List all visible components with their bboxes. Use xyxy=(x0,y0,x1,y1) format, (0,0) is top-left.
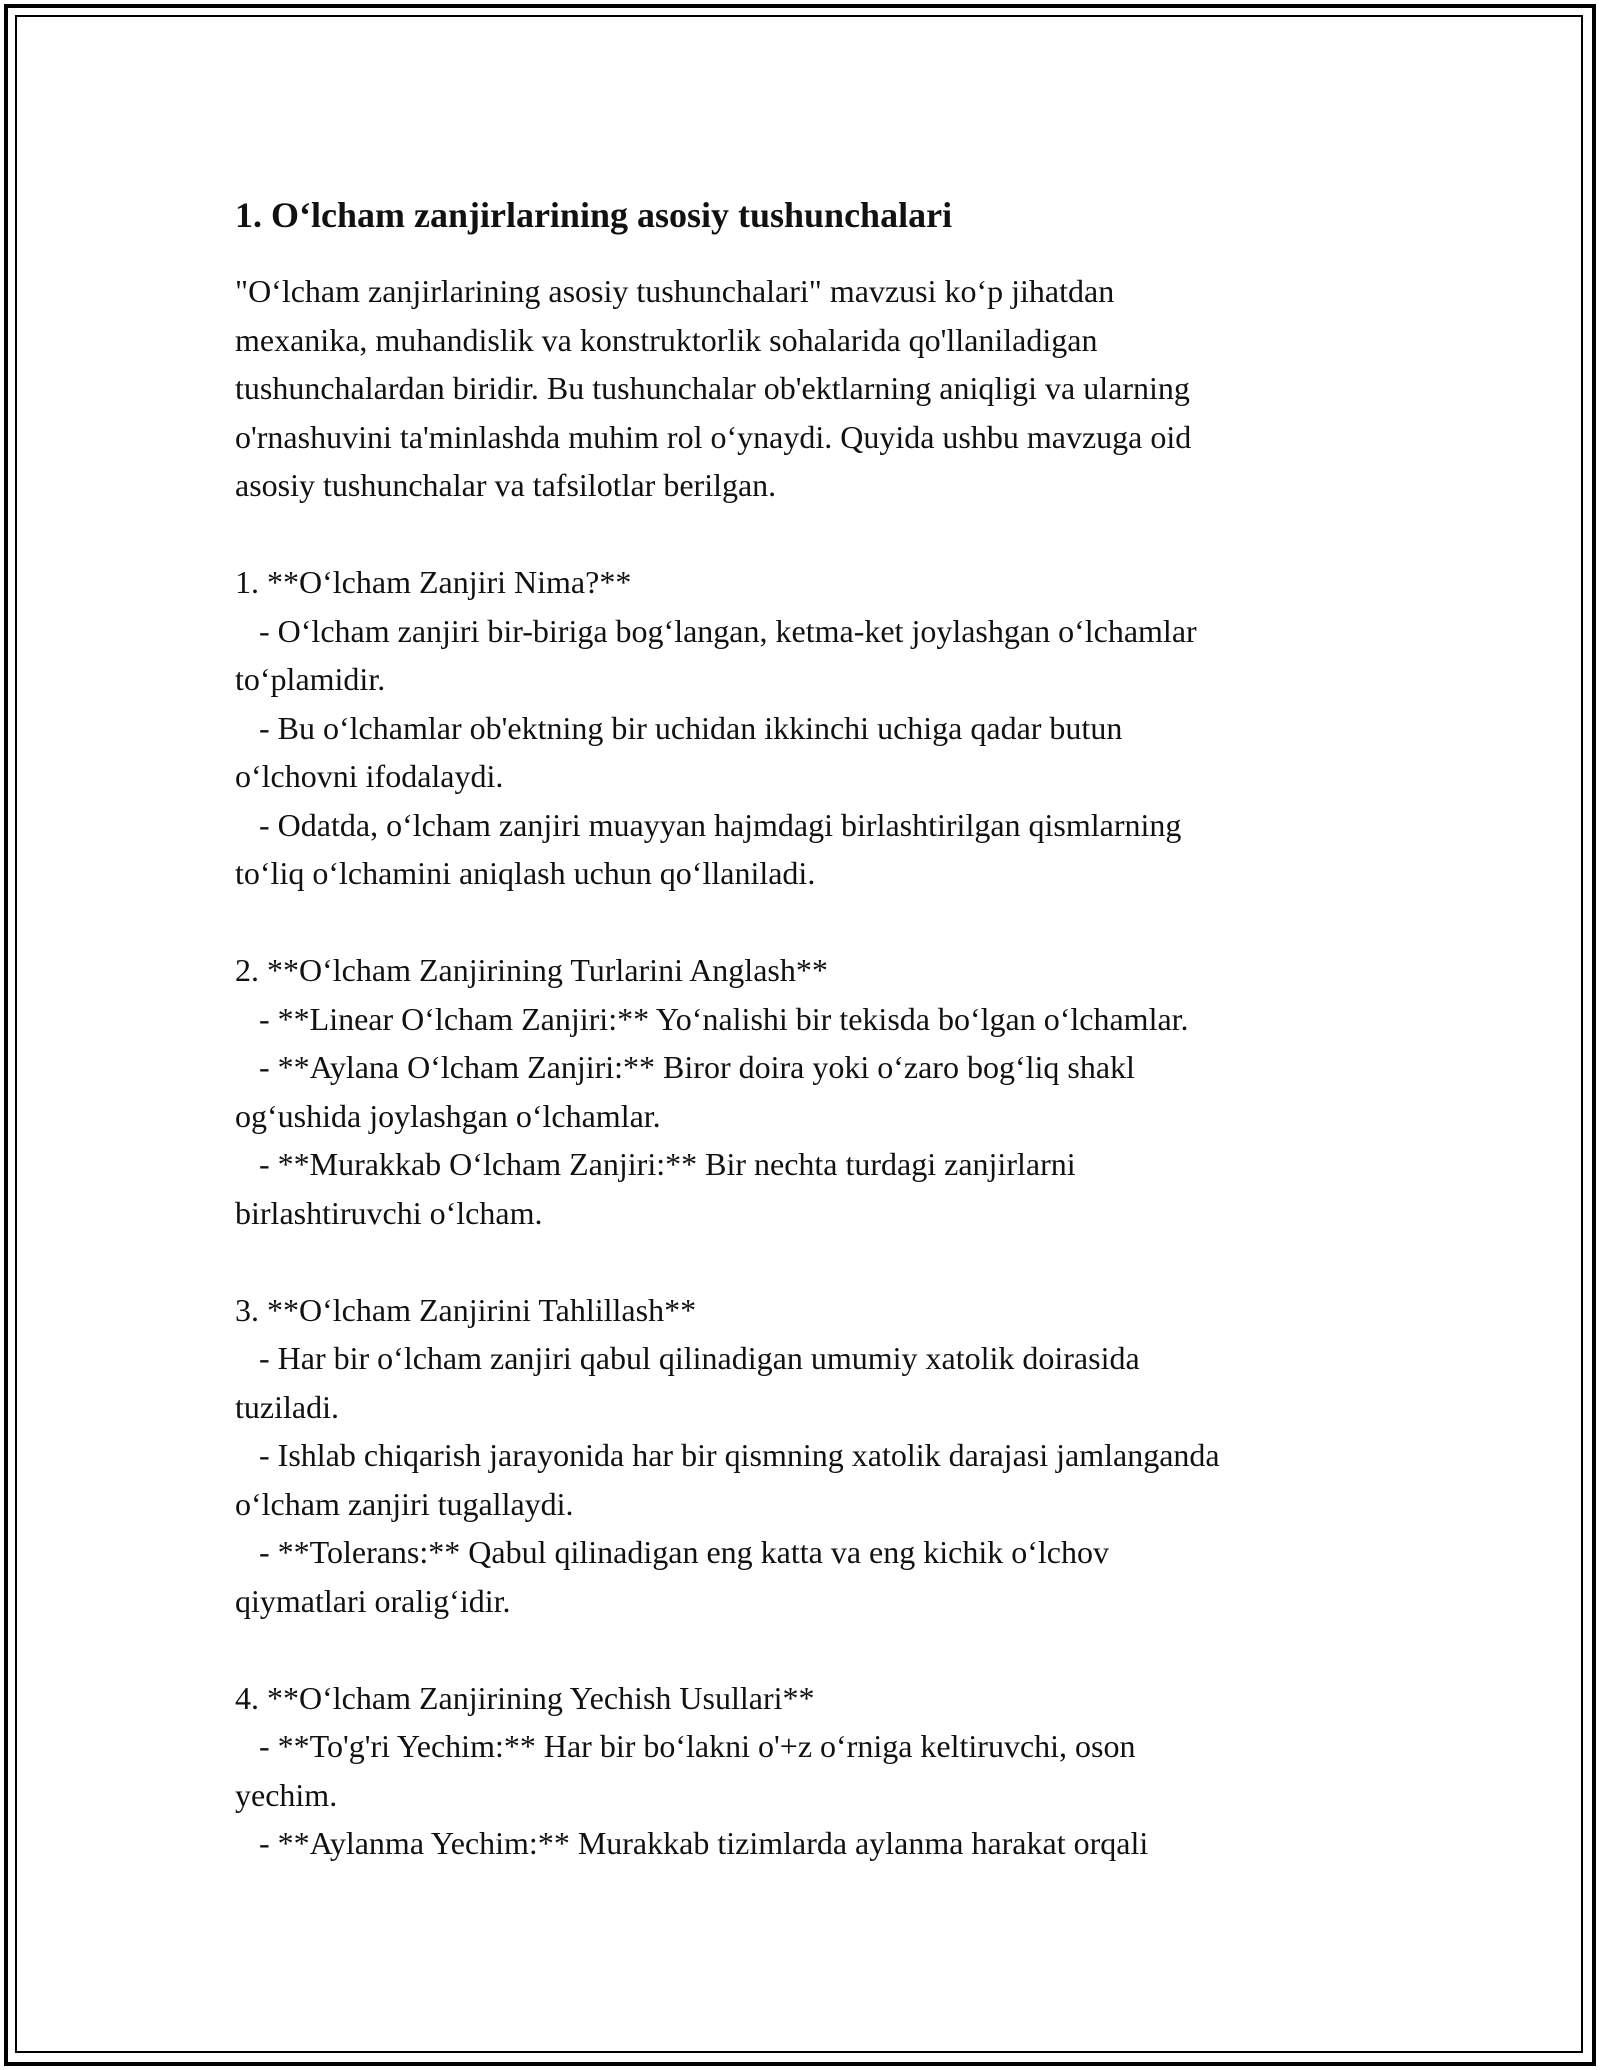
section-line: - Ishlab chiqarish jarayonida har bir qismning xatolik darajasi jamlanganda xyxy=(235,1437,1220,1473)
section-line: - **Murakkab Oʻlcham Zanjiri:** Bir nechta turdagi zanjirlarni xyxy=(235,1146,1076,1182)
intro-line: o'rnashuvini ta'minlashda muhim rol oʻynaydi. Quyida ushbu mavzuga oid xyxy=(235,418,1192,455)
section-title: 1. **Oʻlcham Zanjiri Nima?** xyxy=(235,564,632,600)
list-section-4 xyxy=(235,1674,1385,1868)
intro-line: mexanika, muhandislik va konstruktorlik sohalarida qo'llaniladigan xyxy=(235,321,1098,358)
list-section-1 xyxy=(235,558,1385,898)
section-line: - Oʻlcham zanjiri bir-biriga bogʻlangan, ketma-ket joylashgan oʻlchamlar xyxy=(235,612,1197,649)
document-page xyxy=(235,185,1385,1868)
paragraph-gap xyxy=(235,898,1385,947)
intro-line: asosiy tushunchalar va tafsilotlar berilgan. xyxy=(235,467,777,503)
section-line: - Har bir oʻlcham zanjiri qabul qilinadigan umumiy xatolik doirasida xyxy=(235,1340,1140,1376)
section-line: - Odatda, oʻlcham zanjiri muayyan hajmdagi birlashtirilgan qismlarning xyxy=(235,806,1182,843)
section-title: 3. **Oʻlcham Zanjirini Tahlillash** xyxy=(235,1291,697,1328)
document-body xyxy=(235,267,1385,1868)
list-section-2 xyxy=(235,946,1385,1237)
section-line: qiymatlari oraligʻidir. xyxy=(235,1582,511,1619)
section-line: toʻplamidir. xyxy=(235,661,386,697)
section-line: - **Linear Oʻlcham Zanjiri:** Yoʻnalishi bir tekisda boʻlgan oʻlchamlar. xyxy=(235,1000,1189,1037)
section-line: - **Aylana Oʻlcham Zanjiri:** Biror doira yoki oʻzaro bogʻliq shakl xyxy=(235,1049,1135,1085)
section-line: birlashtiruvchi oʻlcham. xyxy=(235,1194,543,1231)
intro-line: "Oʻlcham zanjirlarining asosiy tushunchalari" mavzusi koʻp jihatdan xyxy=(235,273,1115,309)
intro-paragraph xyxy=(235,267,1385,510)
paragraph-gap xyxy=(235,1237,1385,1286)
list-section-3 xyxy=(235,1286,1385,1626)
section-line: - Bu oʻlchamlar ob'ektning bir uchidan ikkinchi uchiga qadar butun xyxy=(235,709,1123,746)
section-line: - **Aylanma Yechim:** Murakkab tizimlarda aylanma harakat orqali xyxy=(235,1825,1149,1861)
paragraph-gap xyxy=(235,1625,1385,1674)
paragraph-gap xyxy=(235,510,1385,559)
section-line: ogʻushida joylashgan oʻlchamlar. xyxy=(235,1097,661,1134)
section-title: 4. **Oʻlcham Zanjirining Yechish Usullari** xyxy=(235,1679,815,1716)
intro-line: tushunchalardan biridir. Bu tushunchalar ob'ektlarning aniqligi va ularning xyxy=(235,370,1190,406)
section-line: oʻlcham zanjiri tugallaydi. xyxy=(235,1485,574,1522)
section-line: - **To'g'ri Yechim:** Har bir boʻlakni o'+z oʻrniga keltiruvchi, oson xyxy=(235,1728,1136,1764)
section-heading: 1. Oʻlcham zanjirlarining asosiy tushunchalari xyxy=(235,195,953,235)
section-line: tuziladi. xyxy=(235,1388,339,1425)
section-line: oʻlchovni ifodalaydi. xyxy=(235,758,504,794)
section-line: - **Tolerans:** Qabul qilinadigan eng katta va eng kichik oʻlchov xyxy=(235,1534,1109,1570)
section-line: toʻliq oʻlchamini aniqlash uchun qoʻllaniladi. xyxy=(235,855,816,891)
section-line: yechim. xyxy=(235,1776,338,1813)
section-title: 2. **Oʻlcham Zanjirining Turlarini Anglash** xyxy=(235,952,828,988)
